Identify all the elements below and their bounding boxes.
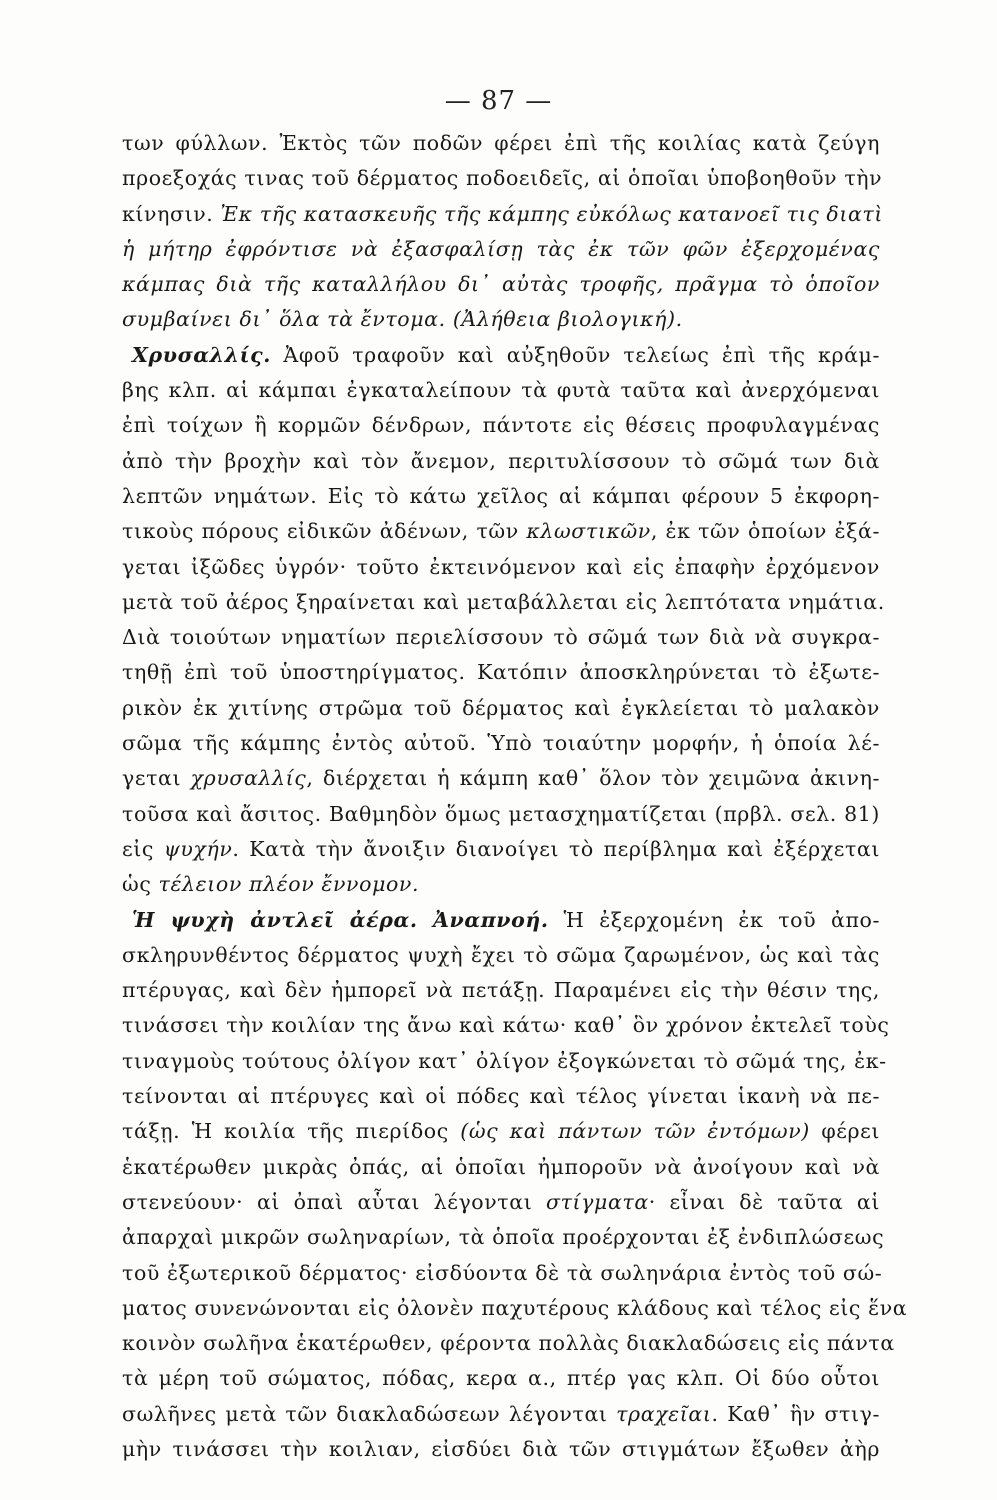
text-line [122, 620, 880, 655]
text-segment: τοῦ ἐξωτερικοῦ δέρματος· εἰσδύοντα δὲ τὰ σωληνάρια ἐντὸς τοῦ σώ- [122, 1260, 883, 1285]
text-line [122, 302, 880, 337]
text-line [122, 797, 880, 832]
italic-text: χρυσαλλίς [190, 766, 307, 791]
text-segment: ματος συνενώνονται εἰς ὀλονὲν παχυτέρους κλάδους καὶ τέλος εἰς ἕνα [122, 1295, 908, 1320]
text-line [122, 1256, 883, 1291]
italic-text: στίγματα [546, 1189, 649, 1214]
text-line [122, 1150, 880, 1185]
text-segment: , διέρχεται ἡ κάμπη καθ᾽ ὅλον τὸν χειμῶνα ἀκινη- [306, 766, 880, 791]
text-line [122, 938, 880, 973]
text-segment: γεται ἰξῶδες ὑγρόν· τοῦτο ἐκτεινόμενον καὶ εἰς ἐπαφὴν ἐρχόμενον [122, 554, 880, 579]
text-segment: τὰ μέρη τοῦ σώματος, πόδας, κερα α., πτέρ γας κλπ. Οἱ δύο οὗτοι [122, 1366, 880, 1391]
text-segment: προεξοχάς τινας τοῦ δέρματος ποδοειδεῖς, αἱ ὁποῖαι ὑποβοηθοῦν τὴν [122, 166, 883, 191]
text-line [122, 1114, 880, 1149]
section-heading: Ἡ ψυχὴ ἀντλεῖ ἀέρα. Ἀναπνοή. [132, 907, 549, 932]
text-segment: μὴν τινάσσει τὴν κοιλιαν, εἰσδύει διὰ τῶν στιγμάτων ἔξωθεν ἀὴρ [122, 1436, 880, 1461]
text-line [122, 585, 885, 620]
text-segment: βης κλπ. αἱ κάμπαι ἐγκαταλείπουν τὰ φυτὰ ταῦτα καὶ ἀνερχόμεναι [122, 378, 880, 403]
text-line [122, 479, 880, 514]
text-line [122, 514, 880, 549]
text-segment: λεπτῶν νημάτων. Εἰς τὸ κάτω χεῖλος αἱ κάμπαι φέρουν 5 ἐκφορη- [122, 483, 880, 508]
text-segment: τάξῃ. Ἡ κοιλία τῆς πιερίδος [122, 1119, 461, 1144]
text-line [122, 550, 880, 585]
text-line [122, 1361, 880, 1396]
text-line [122, 161, 883, 196]
text-segment: τινάσσει τὴν κοιλίαν της ἄνω καὶ κάτω· καθ᾽ ὃν χρόνον ἐκτελεῖ τοὺς [122, 1013, 890, 1038]
text-line [122, 373, 880, 408]
text-segment: τικοὺς πόρους εἰδικῶν ἀδένων, τῶν [122, 519, 527, 544]
text-segment: Ἀφοῦ τραφοῦν καὶ αὐξηθοῦν τελείως ἐπὶ τῆς κράμ- [270, 342, 880, 367]
text-segment: ἀπαρχαὶ μικρῶν σωληναρίων, τὰ ὁποῖα προέρχονται ἐξ ἐνδιπλώσεως [122, 1225, 885, 1250]
text-line [122, 1079, 880, 1114]
text-segment: φέρει [809, 1119, 880, 1144]
text-line [122, 126, 880, 161]
text-line [122, 1185, 880, 1220]
text-segment: σωλῆνες μετὰ τῶν διακλαδώσεων λέγονται [122, 1401, 617, 1426]
text-segment: κίνησιν. [122, 201, 221, 226]
italic-text: κλωστικῶν [526, 519, 651, 544]
text-line [122, 903, 880, 938]
text-line [122, 1397, 880, 1432]
text-segment: τείνονται αἱ πτέρυγες καὶ οἱ πόδες καὶ τέλος γίνεται ἱκανὴ νὰ πε- [122, 1084, 880, 1109]
text-line [122, 1044, 887, 1079]
text-segment: εἰς [122, 836, 164, 861]
text-segment: σκληρυνθέντος δέρματος ψυχὴ ἔχει τὸ σῶμα ζαρωμένον, ὡς καὶ τὰς [122, 942, 880, 967]
text-segment: ἀπὸ τὴν βροχὴν καὶ τὸν ἄνεμον, περιτυλίσσουν τὸ σῶμά των διὰ [122, 448, 880, 473]
text-segment: ὡς [122, 872, 159, 897]
text-segment: , ἐκ τῶν ὁποίων ἐξά- [650, 519, 880, 544]
text-segment: ρικὸν ἐκ χιτίνης στρῶμα τοῦ δέρματος καὶ ἐγκλείεται τὸ μαλακὸν [122, 695, 880, 720]
text-line [122, 655, 880, 690]
text-line [122, 832, 880, 867]
text-line [122, 338, 880, 373]
text-segment: Διὰ τοιούτων νηματίων περιελίσσουν τὸ σῶμά των διὰ νὰ συγκρα- [122, 625, 880, 650]
text-segment: πτέρυγας, καὶ δὲν ἠμπορεῖ νὰ πετάξῃ. Παραμένει εἰς τὴν θέσιν της, [122, 978, 880, 1003]
text-segment: . Κατὰ τὴν ἄνοιξιν διανοίγει τὸ περίβλημα καὶ ἐξέρχεται [232, 836, 881, 861]
italic-text: Ἐκ τῆς κατασκευῆς τῆς κάμπης εὐκόλως κατανοεῖ τις διατὶ [220, 201, 883, 226]
italic-text: τέλειον πλέον ἔννομον. [158, 872, 420, 897]
text-segment: τοῦσα καὶ ἄσιτος. Βαθμηδὸν ὅμως μετασχηματίζεται (πρβλ. σελ. 81) [122, 801, 880, 826]
text-segment: τηθῇ ἐπὶ τοῦ ὑποστηρίγματος. Κατόπιν ἀποσκληρύνεται τὸ ἐξωτε- [122, 660, 880, 685]
text-line [122, 1291, 908, 1326]
text-line [122, 1008, 890, 1043]
text-segment: στενεύουν· αἱ ὀπαὶ αὗται λέγονται [122, 1189, 546, 1214]
text-segment: . Καθ᾽ ἣν στιγ- [711, 1401, 880, 1426]
text-line [122, 232, 880, 267]
page-number: — 87 — [444, 86, 553, 116]
text-line [122, 867, 880, 902]
italic-text: συμβαίνει δι᾽ ὅλα τὰ ἔντομα. (Ἀλήθεια βιολογική). [122, 307, 683, 332]
text-line [122, 691, 880, 726]
text-segment: τιναγμοὺς τούτους ὀλίγον κατ᾽ ὀλίγον ἐξογκώνεται τὸ σῶμά της, ἐκ- [122, 1048, 887, 1073]
text-line [122, 408, 880, 443]
text-segment: γεται [122, 766, 191, 791]
text-line [122, 761, 880, 796]
italic-text: τραχεῖαι [616, 1401, 712, 1426]
text-segment: των φύλλων. Ἐκτὸς τῶν ποδῶν φέρει ἐπὶ τῆς κοιλίας κατὰ ζεύγη [122, 131, 880, 155]
italic-text: ψυχήν [163, 836, 233, 861]
text-segment: μετὰ τοῦ ἀέρος ξηραίνεται καὶ μεταβάλλεται εἰς λεπτότατα νημάτια. [122, 589, 885, 614]
text-segment: ἐπὶ τοίχων ἢ κορμῶν δένδρων, πάντοτε εἰς θέσεις προφυλαγμένας [122, 413, 880, 438]
section-heading: Χρυσαλλίς. [132, 342, 271, 367]
text-segment: σῶμα τῆς κάμπης ἐντὸς αὐτοῦ. Ὑπὸ τοιαύτην μορφήν, ἡ ὁποία λέ- [122, 731, 880, 756]
text-line [122, 444, 880, 479]
text-line [122, 973, 880, 1008]
text-line [122, 1220, 885, 1255]
italic-text: (ὡς καὶ πάντων τῶν ἐντόμων) [460, 1119, 810, 1144]
italic-text: κάμπας διὰ τῆς καταλλήλου δι᾽ αὐτὰς τροφῆς, πρᾶγμα τὸ ὁποῖον [122, 272, 880, 297]
text-line [122, 726, 880, 761]
text-line [122, 267, 880, 302]
text-segment: Ἡ ἐξερχομένη ἐκ τοῦ ἀπο- [548, 907, 880, 932]
text-line [122, 197, 883, 232]
italic-text: ἡ μήτηρ ἐφρόντισε νὰ ἐξασφαλίσῃ τὰς ἐκ τῶν φῶν ἐξερχομένας [122, 236, 880, 261]
body-text [122, 126, 908, 1467]
text-segment: ἑκατέρωθεν μικρὰς ὀπάς, αἱ ὁποῖαι ἠμποροῦν νὰ ἀνοίγουν καὶ νὰ [122, 1154, 880, 1179]
text-segment: · εἶναι δὲ ταῦτα αἱ [648, 1189, 881, 1214]
text-segment: κοινὸν σωλῆνα ἑκατέρωθεν, φέροντα πολλὰς διακλαδώσεις εἰς πάντα [122, 1331, 895, 1356]
text-line [122, 1326, 895, 1361]
text-line [122, 1432, 880, 1467]
